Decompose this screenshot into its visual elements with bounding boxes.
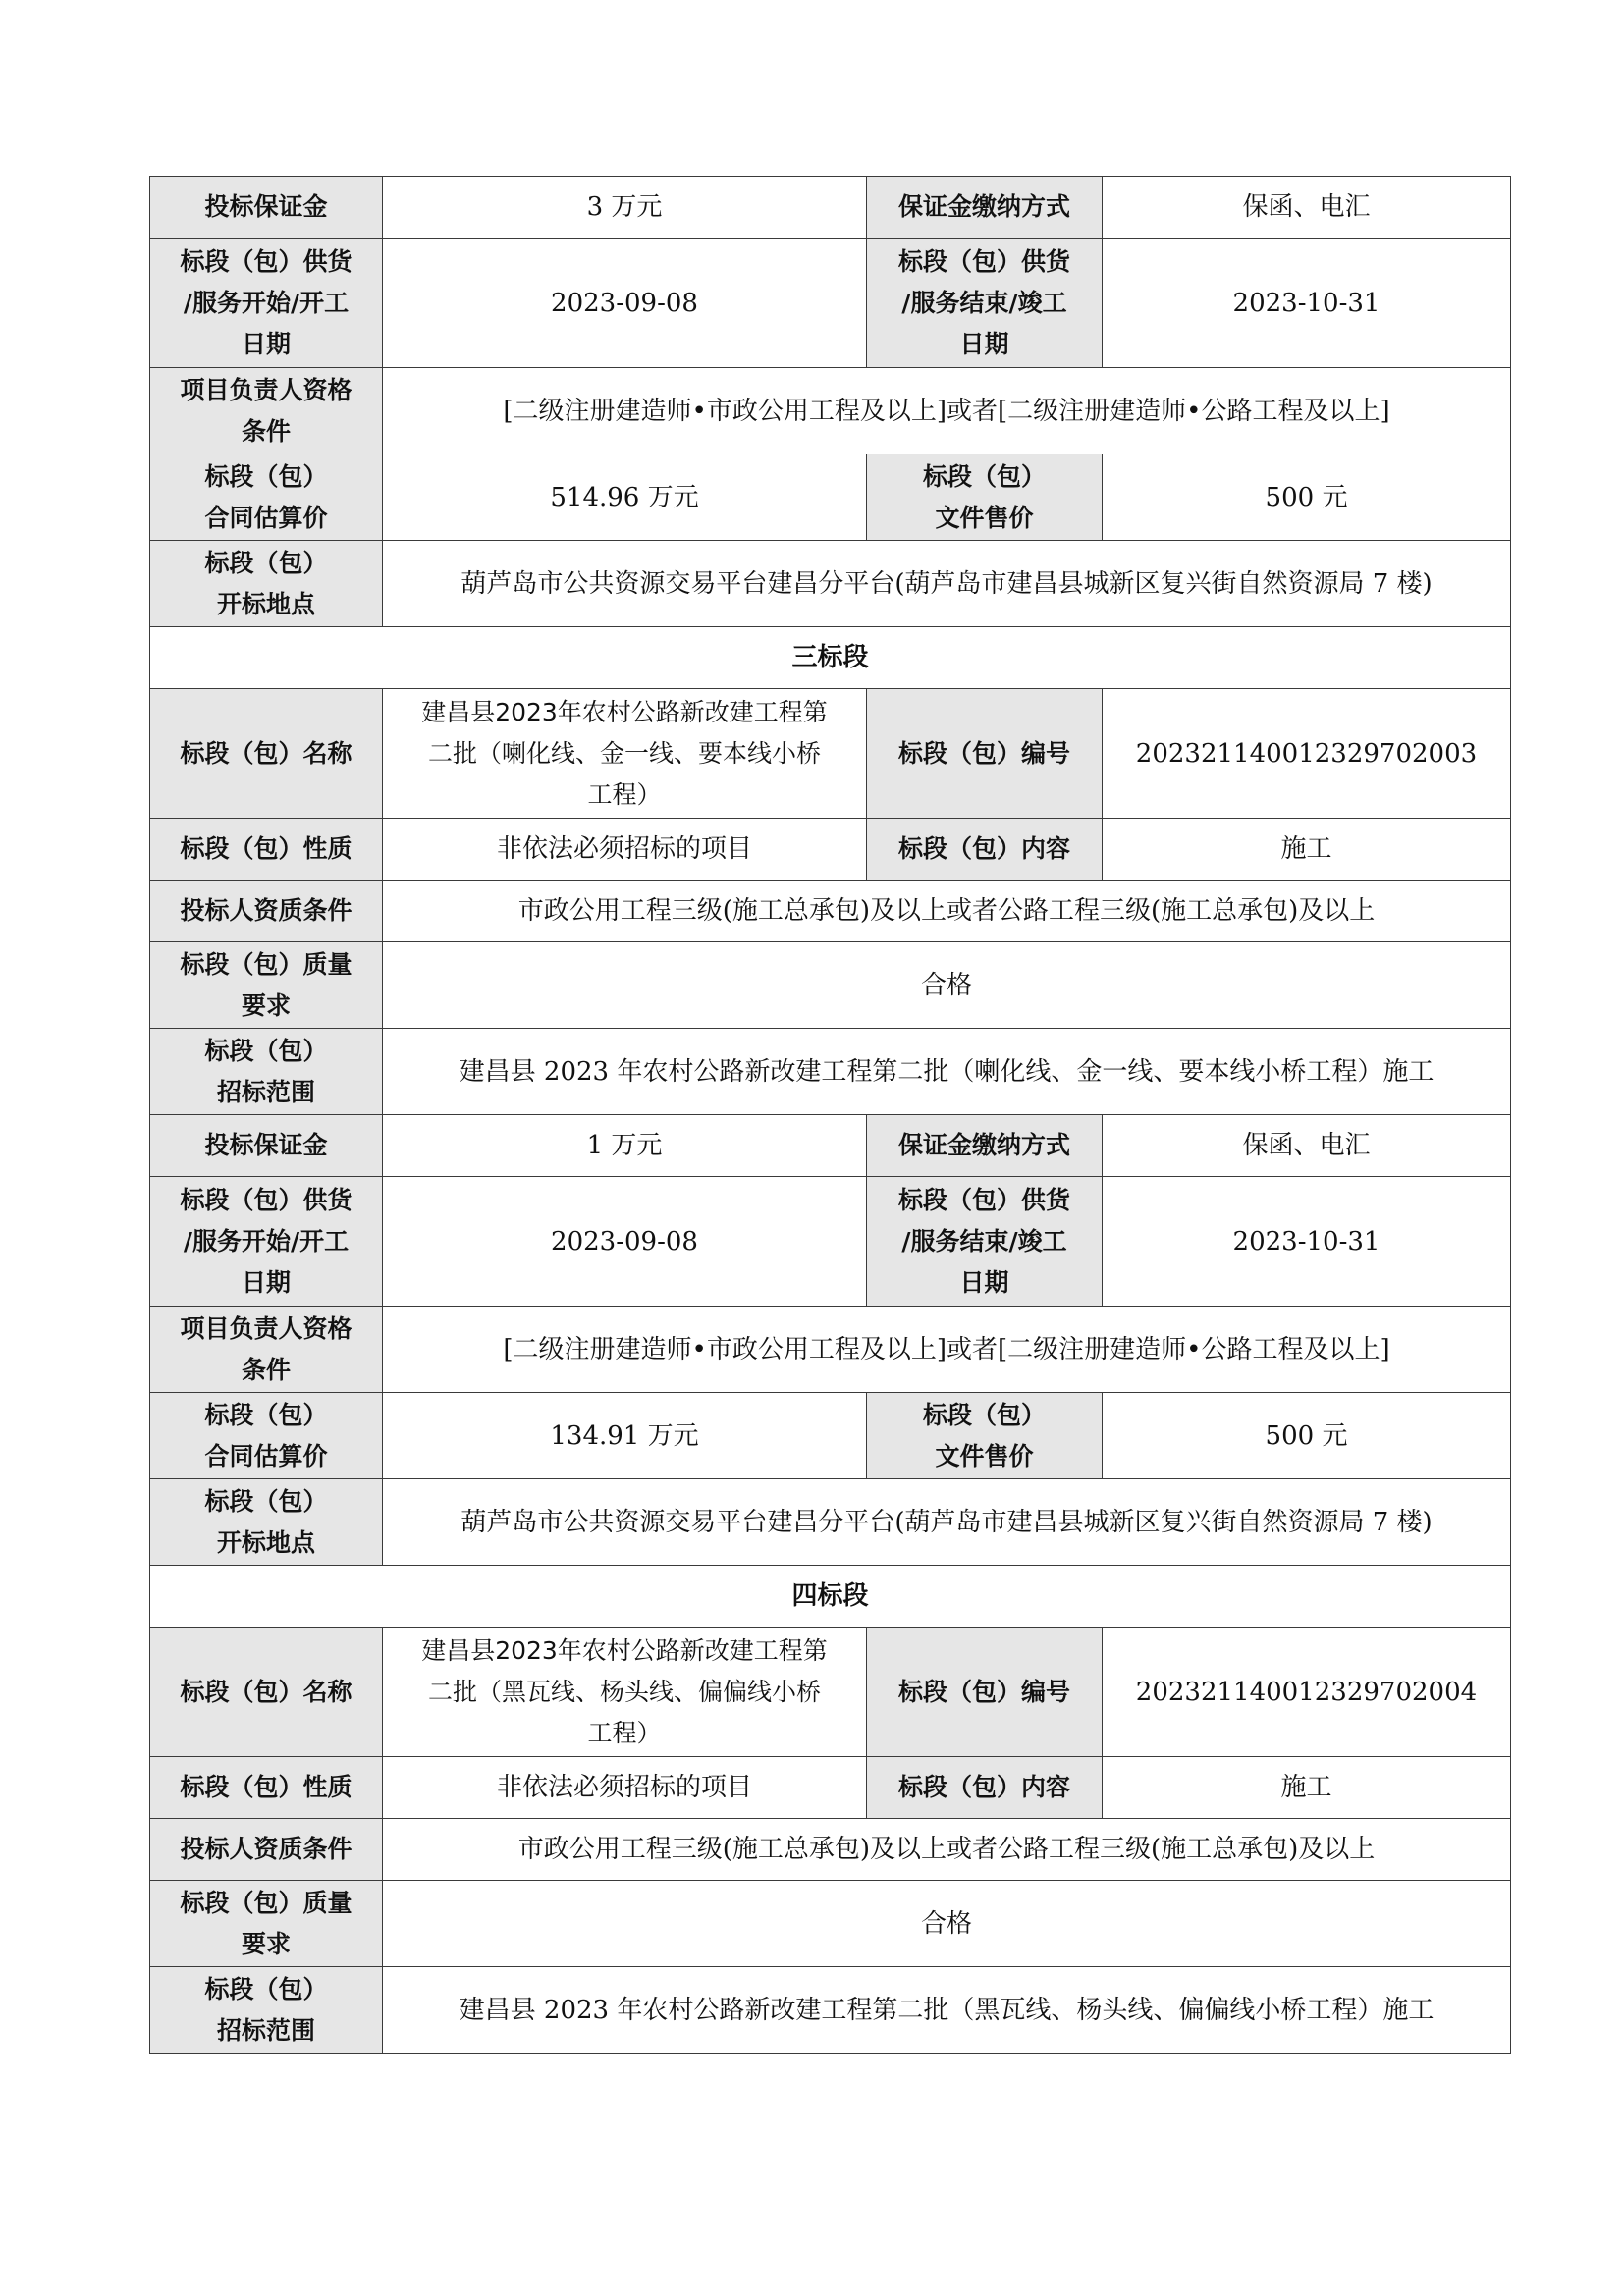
lot3-schedule-row bbox=[150, 1177, 1511, 1307]
lot4-content-value: 施工 bbox=[1103, 1757, 1511, 1819]
lot3-bid-opening-location-value: 葫芦岛市公共资源交易平台建昌分平台(葫芦岛市建昌县城新区复兴街自然资源局 7 楼) bbox=[383, 1479, 1511, 1566]
lot3-bid-opening-row bbox=[150, 1479, 1511, 1566]
lot3-manager-qualification-row bbox=[150, 1307, 1511, 1393]
lot4-scope-label: 标段（包） 招标范围 bbox=[150, 1967, 383, 2054]
lot3-nature-label: 标段（包）性质 bbox=[150, 819, 383, 881]
lot4-nature-value: 非依法必须招标的项目 bbox=[383, 1757, 867, 1819]
lot3-quality-value: 合格 bbox=[383, 942, 1511, 1029]
lot4-heading: 四标段 bbox=[150, 1566, 1511, 1628]
manager-qualification-label: 项目负责人资格 条件 bbox=[150, 368, 383, 454]
lot4-name-row bbox=[150, 1628, 1511, 1757]
lot4-scope-row bbox=[150, 1967, 1511, 2054]
lot4-quality-label: 标段（包）质量 要求 bbox=[150, 1881, 383, 1967]
lot3-name-label: 标段（包）名称 bbox=[150, 689, 383, 819]
tender-info-table bbox=[149, 176, 1511, 2054]
lot3-price-row bbox=[150, 1393, 1511, 1479]
bid-bond-value: 3 万元 bbox=[383, 177, 867, 239]
bid-opening-location-label: 标段（包） 开标地点 bbox=[150, 541, 383, 627]
manager-qualification-row bbox=[150, 368, 1511, 454]
lot3-scope-label: 标段（包） 招标范围 bbox=[150, 1029, 383, 1115]
bid-bond-row bbox=[150, 177, 1511, 239]
lot3-content-label: 标段（包）内容 bbox=[867, 819, 1103, 881]
end-date-label: 标段（包）供货 /服务结束/竣工 日期 bbox=[867, 239, 1103, 368]
lot3-bond-payment-method-label: 保证金缴纳方式 bbox=[867, 1115, 1103, 1177]
lot3-name-row bbox=[150, 689, 1511, 819]
lot3-content-value: 施工 bbox=[1103, 819, 1511, 881]
contract-estimate-label: 标段（包） 合同估算价 bbox=[150, 454, 383, 541]
lot3-quality-label: 标段（包）质量 要求 bbox=[150, 942, 383, 1029]
lot4-nature-row bbox=[150, 1757, 1511, 1819]
lot4-bidder-qualification-value: 市政公用工程三级(施工总承包)及以上或者公路工程三级(施工总承包)及以上 bbox=[383, 1819, 1511, 1881]
lot4-content-label: 标段（包）内容 bbox=[867, 1757, 1103, 1819]
lot3-name-value: 建昌县2023年农村公路新改建工程第 二批（喇化线、金一线、要本线小桥 工程） bbox=[383, 689, 867, 819]
lot3-heading-row bbox=[150, 627, 1511, 689]
lot4-heading-row bbox=[150, 1566, 1511, 1628]
lot3-bid-opening-location-label: 标段（包） 开标地点 bbox=[150, 1479, 383, 1566]
lot4-code-value: 202321140012329702004 bbox=[1103, 1628, 1511, 1757]
lot3-bidder-qualification-value: 市政公用工程三级(施工总承包)及以上或者公路工程三级(施工总承包)及以上 bbox=[383, 881, 1511, 942]
lot3-heading: 三标段 bbox=[150, 627, 1511, 689]
lot3-start-date-value: 2023-09-08 bbox=[383, 1177, 867, 1307]
lot3-code-label: 标段（包）编号 bbox=[867, 689, 1103, 819]
lot4-code-label: 标段（包）编号 bbox=[867, 1628, 1103, 1757]
lot3-quality-row bbox=[150, 942, 1511, 1029]
lot3-end-date-label: 标段（包）供货 /服务结束/竣工 日期 bbox=[867, 1177, 1103, 1307]
lot4-nature-label: 标段（包）性质 bbox=[150, 1757, 383, 1819]
bid-opening-location-value: 葫芦岛市公共资源交易平台建昌分平台(葫芦岛市建昌县城新区复兴街自然资源局 7 楼) bbox=[383, 541, 1511, 627]
lot3-manager-qualification-label: 项目负责人资格 条件 bbox=[150, 1307, 383, 1393]
lot3-scope-row bbox=[150, 1029, 1511, 1115]
lot3-bid-bond-value: 1 万元 bbox=[383, 1115, 867, 1177]
document-price-value: 500 元 bbox=[1103, 454, 1511, 541]
bid-bond-label: 投标保证金 bbox=[150, 177, 383, 239]
lot3-manager-qualification-value: [二级注册建造师•市政公用工程及以上]或者[二级注册建造师•公路工程及以上] bbox=[383, 1307, 1511, 1393]
lot3-bid-bond-label: 投标保证金 bbox=[150, 1115, 383, 1177]
schedule-row bbox=[150, 239, 1511, 368]
document-price-label: 标段（包） 文件售价 bbox=[867, 454, 1103, 541]
lot3-bidder-qualification-row bbox=[150, 881, 1511, 942]
lot3-bond-payment-method-value: 保函、电汇 bbox=[1103, 1115, 1511, 1177]
bond-payment-method-value: 保函、电汇 bbox=[1103, 177, 1511, 239]
lot4-bidder-qualification-label: 投标人资质条件 bbox=[150, 1819, 383, 1881]
lot4-name-label: 标段（包）名称 bbox=[150, 1628, 383, 1757]
contract-estimate-value: 514.96 万元 bbox=[383, 454, 867, 541]
lot3-end-date-value: 2023-10-31 bbox=[1103, 1177, 1511, 1307]
lot3-nature-value: 非依法必须招标的项目 bbox=[383, 819, 867, 881]
lot4-name-value: 建昌县2023年农村公路新改建工程第 二批（黑瓦线、杨头线、偏偏线小桥 工程） bbox=[383, 1628, 867, 1757]
lot3-contract-estimate-label: 标段（包） 合同估算价 bbox=[150, 1393, 383, 1479]
start-date-value: 2023-09-08 bbox=[383, 239, 867, 368]
lot4-bidder-qualification-row bbox=[150, 1819, 1511, 1881]
lot4-scope-value: 建昌县 2023 年农村公路新改建工程第二批（黑瓦线、杨头线、偏偏线小桥工程）施工 bbox=[383, 1967, 1511, 2054]
lot4-quality-row bbox=[150, 1881, 1511, 1967]
price-row bbox=[150, 454, 1511, 541]
lot3-document-price-label: 标段（包） 文件售价 bbox=[867, 1393, 1103, 1479]
bond-payment-method-label: 保证金缴纳方式 bbox=[867, 177, 1103, 239]
lot4-quality-value: 合格 bbox=[383, 1881, 1511, 1967]
start-date-label: 标段（包）供货 /服务开始/开工 日期 bbox=[150, 239, 383, 368]
end-date-value: 2023-10-31 bbox=[1103, 239, 1511, 368]
lot3-nature-row bbox=[150, 819, 1511, 881]
lot3-scope-value: 建昌县 2023 年农村公路新改建工程第二批（喇化线、金一线、要本线小桥工程）施工 bbox=[383, 1029, 1511, 1115]
lot3-bid-bond-row bbox=[150, 1115, 1511, 1177]
lot3-code-value: 202321140012329702003 bbox=[1103, 689, 1511, 819]
lot3-document-price-value: 500 元 bbox=[1103, 1393, 1511, 1479]
lot3-bidder-qualification-label: 投标人资质条件 bbox=[150, 881, 383, 942]
lot3-contract-estimate-value: 134.91 万元 bbox=[383, 1393, 867, 1479]
manager-qualification-value: [二级注册建造师•市政公用工程及以上]或者[二级注册建造师•公路工程及以上] bbox=[383, 368, 1511, 454]
bid-opening-row bbox=[150, 541, 1511, 627]
lot3-start-date-label: 标段（包）供货 /服务开始/开工 日期 bbox=[150, 1177, 383, 1307]
